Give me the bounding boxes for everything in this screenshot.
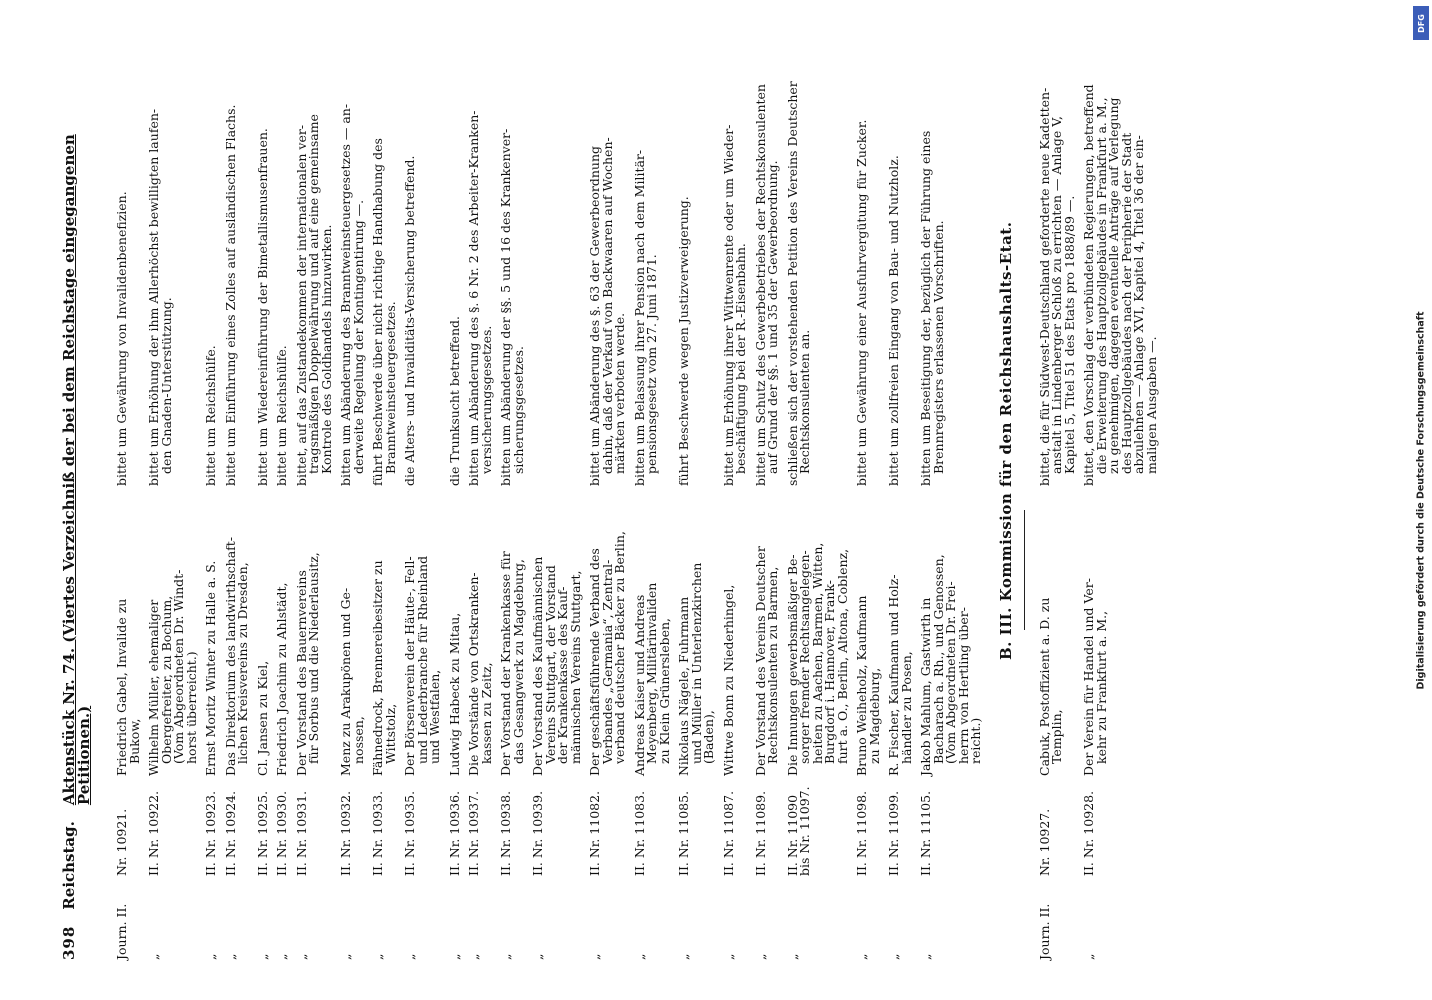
- petition-number: II. Nr. 11085.: [676, 790, 691, 876]
- table-row: [1083, 32, 1158, 960]
- petition-request: bittet um Gewährung von Invalidenbenefizien.: [114, 191, 129, 486]
- petition-number: II. Nr. 10933.: [370, 790, 385, 876]
- table-row: [148, 32, 198, 960]
- petition-number: II. Nr. 11099.: [886, 790, 901, 876]
- journal-ref: „: [631, 953, 647, 960]
- journal-ref: „: [784, 953, 800, 960]
- table-row: [446, 32, 462, 960]
- petitioner: Der Vorstand der Krankenkasse für das Gesangwerk zu Magdeburg,: [498, 551, 526, 776]
- journal-ref: „: [146, 953, 161, 960]
- petitioner: Die Vorstände von Ortskranken- kassen zu Zeitz,: [466, 572, 494, 776]
- journal-ref: „: [293, 953, 309, 960]
- petition-request: [532, 32, 582, 486]
- journal-ref: „: [274, 953, 289, 960]
- table-row: [920, 32, 983, 960]
- table-row: [500, 32, 525, 960]
- petitioner: Cl. Jansen zu Kiel,: [254, 660, 270, 776]
- journal-ref: Journ. II.: [114, 903, 129, 960]
- petitioner: Wilhelm Müller, ehemaliger Obergefreiter, zu Bochum, (Vom Abgeordneten Dr. Windt- horst überreicht.): [146, 569, 199, 776]
- journal-ref: „: [370, 953, 385, 960]
- petition-number: II. Nr. 10936.: [446, 790, 462, 876]
- table-row: [752, 32, 780, 960]
- petition-request: bittet um Gewährung einer Ausfuhrvergütung für Zucker.: [854, 119, 869, 486]
- petition-number: II. Nr. 10928.: [1081, 790, 1096, 876]
- petition-request: bittet um Schutz des Gewerbebetriebes der Rechtskonsulenten auf Grund der §§. 1 und 35 der Gewerbeordnung.: [752, 84, 780, 486]
- table-row: [856, 32, 881, 960]
- petition-number: II. Nr. 10938.: [498, 790, 513, 876]
- petitioner: Der Vorstand des Kaufmännischen Vereins Stuttgart, der Vorstand der Krankenkasse des Kauf- männischen Vereins Stuttgart,: [530, 556, 583, 776]
- petitioner: Friedrich Gabel, Invalide zu Bukow,: [114, 598, 142, 776]
- journal-ref: „: [1081, 953, 1096, 960]
- table-row: [589, 32, 627, 960]
- petition-request: führt Beschwerde wegen Justizverweigerung.: [676, 196, 691, 486]
- petition-number: II. Nr. 11090 bis Nr. 11097.: [784, 786, 812, 876]
- petitioner: Die Innungen gewerbsmäßiger Be- sorger fremder Rechtsangelegen- heiten zu Aachen, Barmen, Witten, Burgdorf i. Hannover, Frank- furt a. O., Berlin, Altona, Coblenz,: [784, 542, 850, 776]
- table-row: [372, 32, 397, 960]
- petition-request: bittet, den Vorschlag der verbündeten Regierungen, betreffend die Erweiterung des Hauptzollgebäudes in Frankfurt a. M., zu genehmigen, dagegen eventuelle Anträge auf Verlegung des Hauptzollgebäudes nach der Peripherie der Stadt abzulehnen — Anlage XVI, Kapitel 4, Titel 36 der ein- maligen Ausgaben —.: [1081, 84, 1159, 486]
- petition-request: bittet, auf das Zustandekommen der internationalen ver- tragsmäßigen Doppelwährung und auf eine gemeinsame Kontrole des Goldhandels hinzuwirken.: [293, 114, 334, 486]
- table-row: [340, 32, 365, 960]
- petition-request: bittet um Reichshülfe.: [274, 345, 289, 486]
- petition-number: II. Nr. 11087.: [720, 790, 736, 876]
- journal-ref: „: [886, 953, 901, 960]
- petition-request: bittet um zollfreien Eingang von Bau- und Nutzholz.: [886, 155, 901, 486]
- table-row: [532, 32, 582, 960]
- petition-request: bitten um Beseitigung der, bezüglich der Führung eines Brennregisters erlassenen Vorschriften.: [918, 130, 946, 486]
- journal-ref: „: [222, 953, 238, 960]
- petition-number: II. Nr. 10923.: [203, 790, 218, 876]
- table-row: [1036, 32, 1077, 960]
- petition-request: bittet um Reichshülfe.: [203, 345, 218, 486]
- petition-number: II. Nr. 11083.: [631, 790, 647, 876]
- petitioner: Ernst Moritz Winter zu Halle a. S.: [203, 560, 218, 776]
- petition-request: bittet um Wiedereinführung der Bimetallismusenfrauen.: [254, 128, 270, 486]
- petition-request: die Trunksucht betreffend.: [446, 316, 462, 486]
- document-title: Aktenstück Nr. 74. (Viertes Verzeichniß der bei dem Reichstage eingegangenen Petitionen.): [60, 134, 93, 806]
- petitioner: Der Vorstand des Vereins Deutscher Rechtskonsulenten zu Barmen,: [752, 546, 780, 776]
- journal-ref: „: [587, 953, 602, 960]
- journal-ref: „: [498, 953, 513, 960]
- table-row: [784, 32, 850, 960]
- section-heading: B. III. Kommission für den Reichshaushalts-Etat.: [996, 221, 1015, 660]
- journal-ref: „: [918, 953, 933, 960]
- journal-ref: „: [402, 953, 417, 960]
- petition-number: II. Nr. 10930.: [274, 790, 289, 876]
- petitioner: Das Direktorium des landwirthschaft- lichen Kreisvereins zu Dresden,: [222, 536, 250, 776]
- journal-ref: „: [530, 953, 545, 960]
- dfg-notice-text: Digitalisierung gefördert durch die Deutsche Forschungsgemeinschaft: [1415, 311, 1427, 689]
- petition-number: II. Nr. 10922.: [146, 790, 161, 876]
- petitioner: Ludwig Habeck zu Mitau,: [446, 612, 462, 776]
- table-row: [116, 32, 141, 960]
- table-row: [205, 32, 218, 960]
- petition-request: führt Beschwerde über nicht richtige Handhabung des Branntweinsteuergesetzes.: [370, 138, 398, 486]
- petition-request: die Alters- und Invaliditäts-Versicherung betreffend.: [402, 155, 417, 486]
- table-row: [276, 32, 289, 960]
- journal-ref: „: [203, 953, 218, 960]
- petitioner: Der geschäftsführende Verband des Verbandes „Germania“, Zentral- verband deutscher Bäcker zu Berlin,: [587, 531, 627, 776]
- petition-request: bittet, die für Südwest-Deutschland geforderte neue Kadetten- anstalt in Lindenberger Schloß zu errichten — Anlage V, Kapitel 5, Titel 51 des Etats pro 1888/89 —.: [1036, 87, 1077, 486]
- petition-request: bittet um Erhöhung ihrer Wittwenrente oder um Wieder- beschäftigung bei der R.-Eisenbahn.: [720, 124, 748, 486]
- journal-ref: „: [446, 953, 462, 960]
- petitioner: Jakob Mahlum, Gastwirth in Bacharach a. Rh., und Genossen, (Vom Abgeordneten Dr. Frei- herrn von Hertling über- reicht.): [918, 554, 983, 776]
- petitioner: Menz zu Arakupönen und Ge- nossen,: [338, 587, 366, 776]
- petition-number: II. Nr. 10932.: [338, 790, 353, 876]
- petition-number: II. Nr. 10939.: [530, 790, 545, 876]
- petition-request: bittet um Erhöhung der ihm Allerhöchst bewilligten laufen- den Gnaden-Unterstützung.: [146, 108, 174, 486]
- petitioner: Friedrich Joachim zu Ahlstädt,: [274, 582, 289, 776]
- petition-request: bitten um Abänderung der §§. 5 und 16 des Krankenver- sicherungsgesetzes.: [498, 128, 526, 486]
- petition-number: II. Nr. 10931.: [293, 790, 309, 876]
- petition-list-budget: [1036, 32, 1159, 960]
- dfg-notice: [1410, 0, 1432, 1000]
- journal-ref: „: [752, 953, 768, 960]
- section-rule: [1024, 510, 1025, 630]
- petition-request: bitten um Belassung ihrer Pension nach dem Militär- pensionsgesetz vom 27. Juni 1871.: [631, 149, 659, 486]
- journal-ref: „: [676, 953, 691, 960]
- petitioner: Der Verein für Handel und Ver- kehr zu Frankfurt a. M.,: [1081, 578, 1109, 776]
- petitioner: R. Fischer, Kaufmann und Holz- händler zu Posen,: [886, 574, 914, 776]
- petitioner: Cabuk, Postoffizient a. D. zu Templin,: [1036, 597, 1064, 776]
- table-row: [678, 32, 716, 960]
- journal-ref: „: [720, 953, 736, 960]
- journal-ref: „: [254, 953, 270, 960]
- petitioner: Der Vorstand des Bauernvereins für Sorbus und die Niederlausitz,: [293, 552, 321, 776]
- petition-list: [116, 32, 983, 960]
- petitioner: Andreas Kaiser und Andreas Meyenberg, Militärinvaliden zu Klein Grünersleben,: [631, 582, 672, 776]
- petitioner: Nikolaus Nägele, Fuhrmann und Müller in Unterlenzkirchen (Baden),: [676, 562, 716, 776]
- petitioner: Wittwe Bonn zu Niederhingel,: [720, 584, 736, 776]
- table-row: [720, 32, 748, 960]
- petition-number: II. Nr. 11089.: [752, 790, 768, 876]
- running-head: Reichstag.: [60, 821, 78, 910]
- petition-request: bittet um Einführung eines Zolles auf ausländischen Flachs.: [222, 104, 238, 486]
- petition-number: Nr. 10927.: [1036, 808, 1052, 876]
- petition-number: II. Nr. 10937.: [466, 790, 481, 876]
- table-row: [293, 32, 334, 960]
- petitioner: Der Börsenverein der Häute-, Fell- und Lederbranche für Rheinland und Westfalen,: [402, 555, 442, 776]
- journal-ref: „: [466, 953, 481, 960]
- journal-ref: „: [338, 953, 353, 960]
- petition-request: bitten um Abänderung des §. 6 Nr. 2 des Arbeiter-Kranken- versicherungsgesetzes.: [466, 110, 494, 486]
- table-row: [404, 32, 442, 960]
- petition-number: II. Nr. 11098.: [854, 790, 869, 876]
- document-page: [0, 20, 1400, 980]
- journal-ref: „: [854, 953, 869, 960]
- petition-request: bittet um Abänderung des §. 63 der Gewerbeordnung dahin, daß der Verkauf von Backwaaren auf Wochen- märkten verboten werde.: [587, 137, 627, 486]
- petition-number: II. Nr. 11082.: [587, 790, 602, 876]
- table-row: [631, 32, 672, 960]
- petition-number: II. Nr. 11105.: [918, 790, 933, 876]
- petitioner: Fähnedrock, Brennereibesitzer zu Wittstolz,: [370, 560, 398, 776]
- page-number: 398: [60, 925, 78, 960]
- dfg-logo: DFG: [1413, 6, 1429, 40]
- table-row: [468, 32, 493, 960]
- petition-number: II. Nr. 10925.: [254, 790, 270, 876]
- petition-request: schließen sich der vorstehenden Petition des Vereins Deutscher Rechtskonsulenten an.: [784, 81, 812, 486]
- table-row: [888, 32, 913, 960]
- journal-ref: Journ. II.: [1036, 903, 1052, 960]
- petition-number: II. Nr. 10935.: [402, 790, 417, 876]
- petition-number: II. Nr. 10924.: [222, 790, 238, 876]
- petition-number: Nr. 10921.: [114, 808, 129, 876]
- petitioner: Bruno Weiheholz, Kaufmann zu Magdeburg,: [854, 595, 882, 776]
- table-row: [254, 32, 270, 960]
- petition-request: bitten um Abänderung des Branntweinsteuergesetzes — an- derweite Regelung der Kontingentirung —.: [338, 103, 366, 486]
- table-row: [222, 32, 250, 960]
- page-header: [0, 32, 102, 960]
